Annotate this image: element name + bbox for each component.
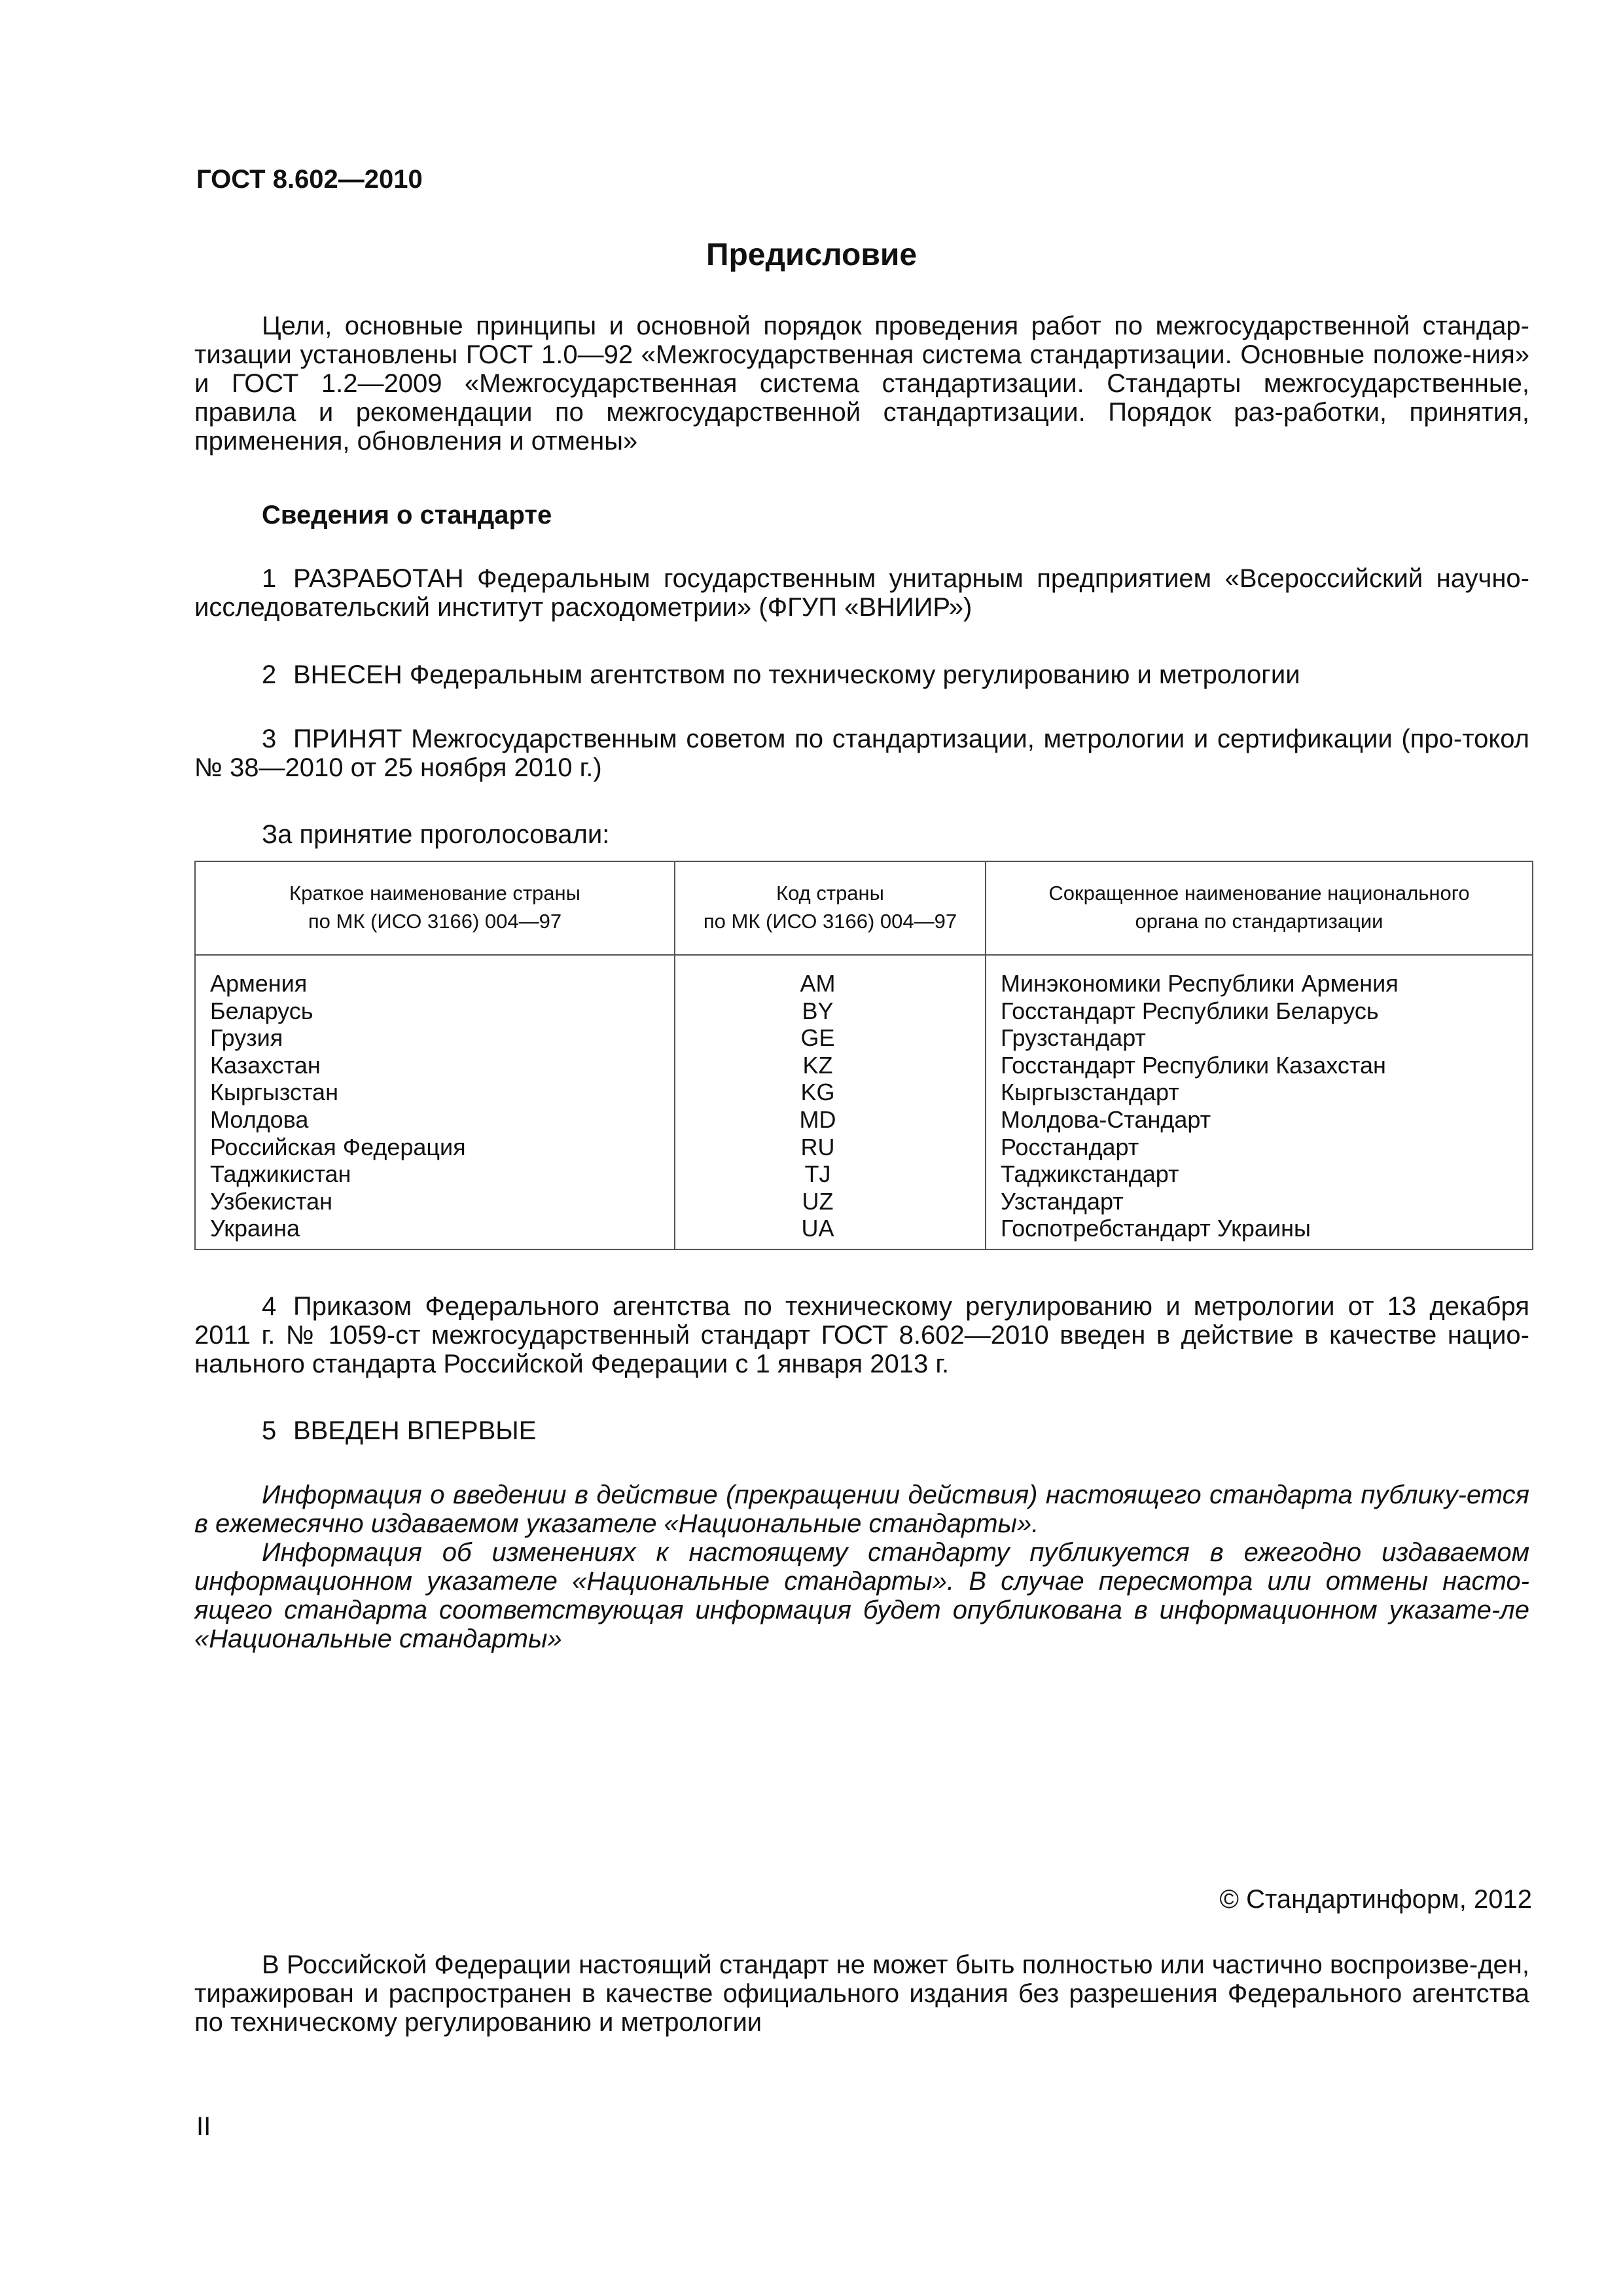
country-cell: Молдова xyxy=(195,1106,675,1134)
item-number: 1 xyxy=(262,564,277,593)
header-country: Краткое наименование страны по МК (ИСО 3166) 004—97 xyxy=(195,861,675,955)
item-text: ВВЕДЕН ВПЕРВЫЕ xyxy=(293,1416,537,1445)
country-cell: Беларусь xyxy=(195,997,675,1025)
agency-cell: Госпотребстандарт Украины xyxy=(986,1215,1533,1249)
legal-notice xyxy=(194,1950,1529,2037)
document-code: ГОСТ 8.602—2010 xyxy=(196,165,423,194)
code-cell: UA xyxy=(675,1215,986,1249)
item-number: 3 xyxy=(262,725,277,753)
item-number: 4 xyxy=(262,1292,277,1321)
code-cell: RU xyxy=(675,1134,986,1161)
item-number: 5 xyxy=(262,1416,277,1445)
header-code: Код страны по МК (ИСО 3166) 004—97 xyxy=(675,861,986,955)
voted-label: За принятие проголосовали: xyxy=(262,820,610,849)
code-cell: UZ xyxy=(675,1188,986,1215)
item-2 xyxy=(194,660,1529,689)
code-cell: AM xyxy=(675,955,986,997)
info-notes xyxy=(194,1480,1529,1653)
country-cell: Узбекистан xyxy=(195,1188,675,1215)
agency-cell: Госстандарт Республики Казахстан xyxy=(986,1052,1533,1079)
table-row xyxy=(195,1215,1533,1249)
code-cell: KG xyxy=(675,1079,986,1106)
page-title: Предисловие xyxy=(705,238,918,272)
item-text: Приказом Федерального агентства по техническому регулированию и метрологии от 13 декабря 2011 г. № 1059-ст межгосударственный стандарт ГОСТ 8.602—2010 введен в действие в качестве нацио-нального стандарта Российской Федерации с 1 января 2013 г. xyxy=(194,1292,1529,1378)
country-cell: Кыргызстан xyxy=(195,1079,675,1106)
section-heading: Сведения о стандарте xyxy=(262,501,552,529)
header-agency: Сокращенное наименование национального органа по стандартизации xyxy=(986,861,1533,955)
country-cell: Грузия xyxy=(195,1024,675,1052)
agency-cell: Молдова-Стандарт xyxy=(986,1106,1533,1134)
agency-cell: Госстандарт Республики Беларусь xyxy=(986,997,1533,1025)
country-cell: Таджикистан xyxy=(195,1160,675,1188)
voting-countries-table xyxy=(194,861,1533,1250)
agency-cell: Грузстандарт xyxy=(986,1024,1533,1052)
table-row xyxy=(195,955,1533,997)
item-4 xyxy=(194,1292,1529,1378)
intro-text: Цели, основные принципы и основной порядок проведения работ по межгосударственной стандар-тизации установлены ГОСТ 1.0—92 «Межгосударственная система стандартизации. Основные положе-ния» и ГОСТ 1.2—2009 «Межгосударственная система стандартизации. Стандарты межгосударственные, правила и рекомендации по межгосударственной стандартизации. Порядок раз-работки, принятия, применения, обновления и отмены» xyxy=(194,312,1529,456)
table-row xyxy=(195,1106,1533,1134)
copyright-line: © Стандартинформ, 2012 xyxy=(1219,1885,1532,1914)
agency-cell: Росстандарт xyxy=(986,1134,1533,1161)
agency-cell: Узстандарт xyxy=(986,1188,1533,1215)
country-cell: Украина xyxy=(195,1215,675,1249)
item-1 xyxy=(194,564,1529,622)
code-cell: GE xyxy=(675,1024,986,1052)
agency-cell: Таджикстандарт xyxy=(986,1160,1533,1188)
country-cell: Казахстан xyxy=(195,1052,675,1079)
code-cell: BY xyxy=(675,997,986,1025)
country-cell: Российская Федерация xyxy=(195,1134,675,1161)
item-text: ВНЕСЕН Федеральным агентством по техническому регулированию и метрологии xyxy=(293,660,1300,689)
info-note-2: Информация об изменениях к настоящему стандарту публикуется в ежегодно издаваемом информационном указателе «Национальные стандарты». В случае пересмотра или отмены насто-ящего стандарта соответствующая информация будет опубликована в информационном указате-ле «Национальные стандарты» xyxy=(194,1538,1529,1653)
table-row xyxy=(195,1134,1533,1161)
table-row xyxy=(195,1160,1533,1188)
agency-cell: Минэкономики Республики Армения xyxy=(986,955,1533,997)
item-text: ПРИНЯТ Межгосударственным советом по стандартизации, метрологии и сертификации (про-токол № 38—2010 от 25 ноября 2010 г.) xyxy=(194,725,1529,782)
intro-paragraph xyxy=(194,312,1529,456)
table-header-row xyxy=(195,861,1533,955)
table-row xyxy=(195,1079,1533,1106)
code-cell: TJ xyxy=(675,1160,986,1188)
code-cell: KZ xyxy=(675,1052,986,1079)
agency-cell: Кыргызстандарт xyxy=(986,1079,1533,1106)
code-cell: MD xyxy=(675,1106,986,1134)
item-3 xyxy=(194,725,1529,782)
item-5 xyxy=(194,1416,1529,1445)
item-number: 2 xyxy=(262,660,277,689)
info-note-1: Информация о введении в действие (прекращении действия) настоящего стандарта публику-ется в ежемесячно издаваемом указателе «Национальные стандарты». xyxy=(194,1480,1529,1538)
page-number: II xyxy=(196,2112,211,2141)
table-row xyxy=(195,1052,1533,1079)
table-row xyxy=(195,1188,1533,1215)
country-cell: Армения xyxy=(195,955,675,997)
table-row xyxy=(195,997,1533,1025)
item-text: РАЗРАБОТАН Федеральным государственным унитарным предприятием «Всероссийский научно-исследовательский институт расходометрии» (ФГУП «ВНИИР») xyxy=(194,564,1529,622)
legal-notice-text: В Российской Федерации настоящий стандарт не может быть полностью или частично воспроизве-ден, тиражирован и распространен в качестве официального издания без разрешения Федерального агентства по техническому регулированию и метрологии xyxy=(194,1950,1529,2037)
table-row xyxy=(195,1024,1533,1052)
